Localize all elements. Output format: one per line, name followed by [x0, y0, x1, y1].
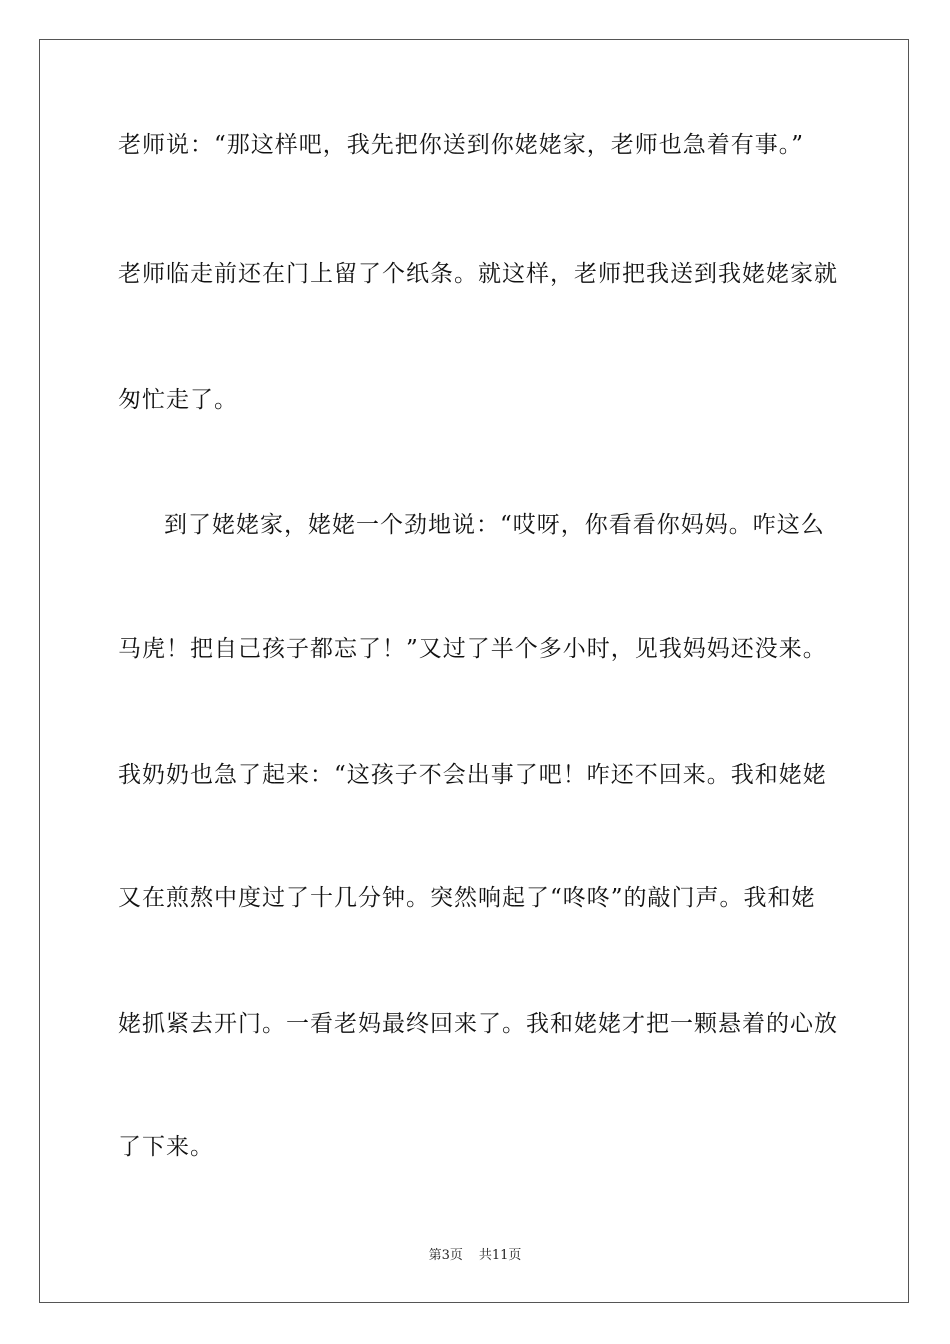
- paragraph-first-line: 到了姥姥家，姥姥一个劲地说：“哎呀，你看看你妈妈。咋这么: [164, 512, 825, 538]
- text-line: 马虎！把自己孩子都忘了！”又过了半个多小时，见我妈妈还没来。: [118, 636, 827, 662]
- text-line: 我奶奶也急了起来：“这孩子不会出事了吧！咋还不回来。我和姥姥: [118, 762, 827, 788]
- page-total: 共11页: [478, 1248, 522, 1263]
- text-line: 老师临走前还在门上留了个纸条。就这样，老师把我送到我姥姥家就: [118, 261, 838, 287]
- text-line: 了下来。: [118, 1134, 214, 1160]
- text-line: 匆忙走了。: [118, 387, 238, 413]
- text-line: 老师说：“那这样吧，我先把你送到你姥姥家，老师也急着有事。”: [118, 132, 805, 158]
- text-line: 姥抓紧去开门。一看老妈最终回来了。我和姥姥才把一颗悬着的心放: [118, 1011, 838, 1037]
- page-footer: [0, 1247, 950, 1265]
- page-border: [39, 39, 909, 1303]
- page-number: 第3页: [428, 1248, 463, 1263]
- text-line: 又在煎熬中度过了十几分钟。突然响起了“咚咚”的敲门声。我和姥: [118, 885, 816, 911]
